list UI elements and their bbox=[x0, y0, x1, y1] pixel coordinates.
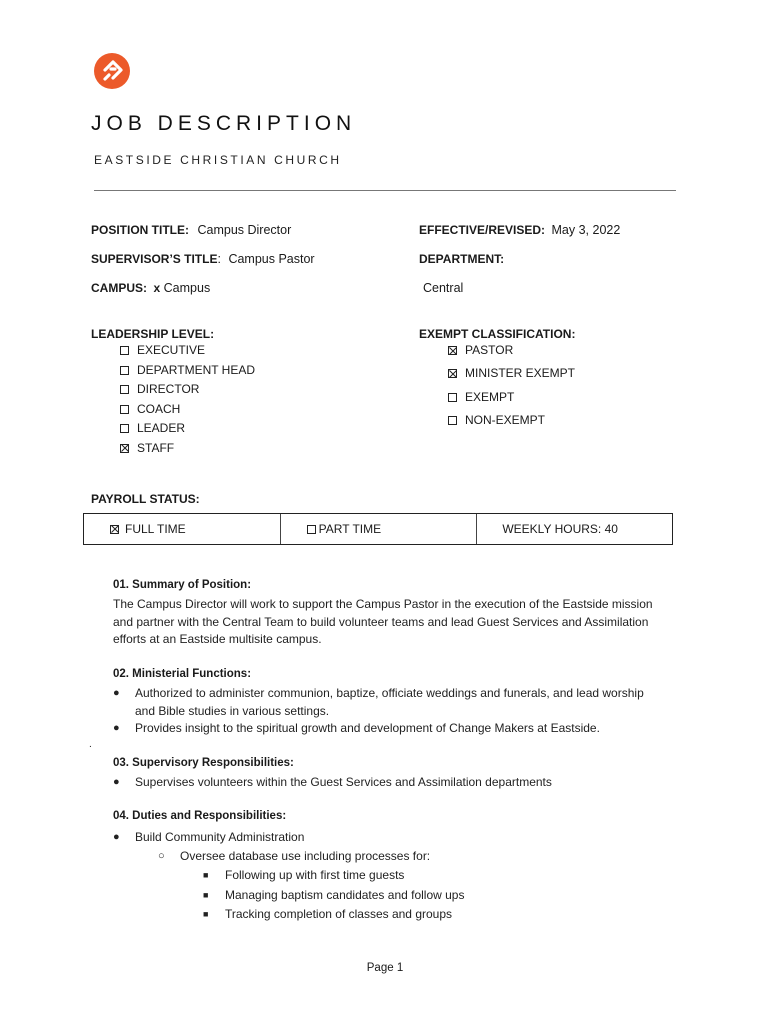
department-row bbox=[419, 252, 504, 266]
supervisor-colon: : bbox=[217, 252, 221, 266]
checked-checkbox-icon[interactable] bbox=[120, 444, 129, 453]
campus-mark: x bbox=[153, 281, 161, 295]
document-title: JOB DESCRIPTION bbox=[91, 112, 357, 135]
effective-label: EFFECTIVE/REVISED: bbox=[419, 223, 546, 237]
list-item: ● Authorized to administer communion, baptize, officiate weddings and funerals, and lead worship and Bible studies in various settings. bbox=[113, 685, 713, 720]
payroll-status-table bbox=[83, 513, 673, 545]
exempt-option-minister-exempt[interactable]: MINISTER EXEMPT bbox=[448, 362, 575, 385]
leadership-option-coach[interactable]: COACH bbox=[120, 400, 255, 420]
checkbox-icon[interactable] bbox=[120, 366, 129, 375]
position-title-label: POSITION TITLE: bbox=[91, 223, 189, 237]
list-item: ○ Oversee database use including processes for: bbox=[113, 847, 713, 866]
duties-list bbox=[113, 828, 713, 925]
weekly-hours-text: WEEKLY HOURS: 40 bbox=[502, 522, 618, 536]
checked-checkbox-icon[interactable] bbox=[448, 346, 457, 355]
organization-name: EASTSIDE CHRISTIAN CHURCH bbox=[94, 153, 342, 167]
leadership-option-department-head[interactable]: DEPARTMENT HEAD bbox=[120, 361, 255, 381]
exempt-option-exempt[interactable]: EXEMPT bbox=[448, 386, 575, 409]
supervisor-value: Campus Pastor bbox=[228, 252, 315, 266]
position-title-value: Campus Director bbox=[197, 223, 292, 237]
ministerial-list bbox=[113, 685, 713, 738]
square-bullet-icon: ■ bbox=[203, 889, 209, 900]
checked-checkbox-icon[interactable] bbox=[448, 369, 457, 378]
department-label: DEPARTMENT: bbox=[419, 252, 505, 266]
supervisor-label: SUPERVISOR’S TITLE bbox=[91, 252, 218, 266]
checkbox-icon[interactable] bbox=[448, 416, 457, 425]
summary-paragraph: The Campus Director will work to support the Campus Pastor in the execution of the Eastside mission and partner with the Central Team to build volunteer teams and lead Guest Services and Assimilation efforts at an Eastside multisite campus. bbox=[113, 597, 653, 646]
header-divider bbox=[94, 190, 676, 191]
list-item: ■ Tracking completion of classes and groups bbox=[113, 905, 713, 925]
payroll-full-time-cell[interactable] bbox=[84, 514, 280, 544]
effective-row bbox=[419, 223, 620, 237]
exempt-classification-label: EXEMPT CLASSIFICATION: bbox=[419, 327, 576, 341]
position-title-row bbox=[91, 223, 291, 237]
leadership-option-staff[interactable]: STAFF bbox=[120, 439, 255, 459]
leadership-option-executive[interactable]: EXECUTIVE bbox=[120, 341, 255, 361]
exempt-option-pastor[interactable]: PASTOR bbox=[448, 339, 575, 362]
checkbox-icon[interactable] bbox=[120, 424, 129, 433]
section-heading-summary: 01. Summary of Position: bbox=[113, 579, 252, 591]
square-bullet-icon: ■ bbox=[203, 909, 209, 919]
campus-value: Campus bbox=[163, 281, 211, 295]
exempt-option-non-exempt[interactable]: NON-EXEMPT bbox=[448, 409, 575, 432]
supervisory-list bbox=[113, 774, 713, 792]
square-bullet-icon: ■ bbox=[203, 870, 209, 880]
checkbox-icon[interactable] bbox=[448, 393, 457, 402]
payroll-weekly-hours-cell bbox=[476, 514, 672, 544]
payroll-part-time-cell[interactable] bbox=[280, 514, 477, 544]
bullet-icon: ● bbox=[113, 776, 120, 788]
page-number: Page 1 bbox=[366, 962, 404, 974]
checkbox-icon[interactable] bbox=[307, 525, 316, 534]
part-time-label: PART TIME bbox=[318, 522, 382, 536]
section-heading-supervisory: 03. Supervisory Responsibilities: bbox=[113, 757, 294, 769]
checkbox-icon[interactable] bbox=[120, 385, 129, 394]
department-value: Central bbox=[423, 281, 464, 295]
leadership-option-leader[interactable]: LEADER bbox=[120, 419, 255, 439]
section-heading-duties: 04. Duties and Responsibilities: bbox=[113, 810, 287, 822]
campus-row bbox=[91, 281, 210, 295]
checkbox-icon[interactable] bbox=[120, 346, 129, 355]
list-item: ■ Following up with first time guests bbox=[113, 866, 713, 886]
checkbox-icon[interactable] bbox=[120, 405, 129, 414]
leadership-option-director[interactable]: DIRECTOR bbox=[120, 380, 255, 400]
bullet-icon: ● bbox=[113, 722, 120, 734]
leadership-level-label: LEADERSHIP LEVEL: bbox=[91, 327, 215, 341]
bullet-icon: ● bbox=[113, 831, 120, 843]
checked-checkbox-icon[interactable] bbox=[110, 525, 119, 534]
stray-mark: . bbox=[89, 739, 92, 750]
list-item: ■ Managing baptism candidates and follow ups bbox=[113, 886, 713, 906]
section-heading-ministerial: 02. Ministerial Functions: bbox=[113, 668, 252, 680]
list-item: ● Provides insight to the spiritual growth and development of Change Makers at Eastside. bbox=[113, 720, 713, 738]
effective-date: May 3, 2022 bbox=[551, 223, 621, 237]
campus-label: CAMPUS: bbox=[91, 281, 147, 295]
circle-bullet-icon: ○ bbox=[158, 850, 165, 862]
exempt-classification-options bbox=[448, 339, 575, 432]
payroll-status-label: PAYROLL STATUS: bbox=[91, 492, 200, 506]
supervisor-row bbox=[91, 252, 315, 266]
list-item: ● Build Community Administration bbox=[113, 828, 713, 847]
bullet-icon: ● bbox=[113, 687, 120, 699]
list-item: ● Supervises volunteers within the Guest Services and Assimilation departments bbox=[113, 774, 713, 792]
leadership-level-options bbox=[120, 341, 255, 458]
full-time-label: FULL TIME bbox=[125, 522, 186, 536]
church-logo bbox=[94, 53, 130, 89]
